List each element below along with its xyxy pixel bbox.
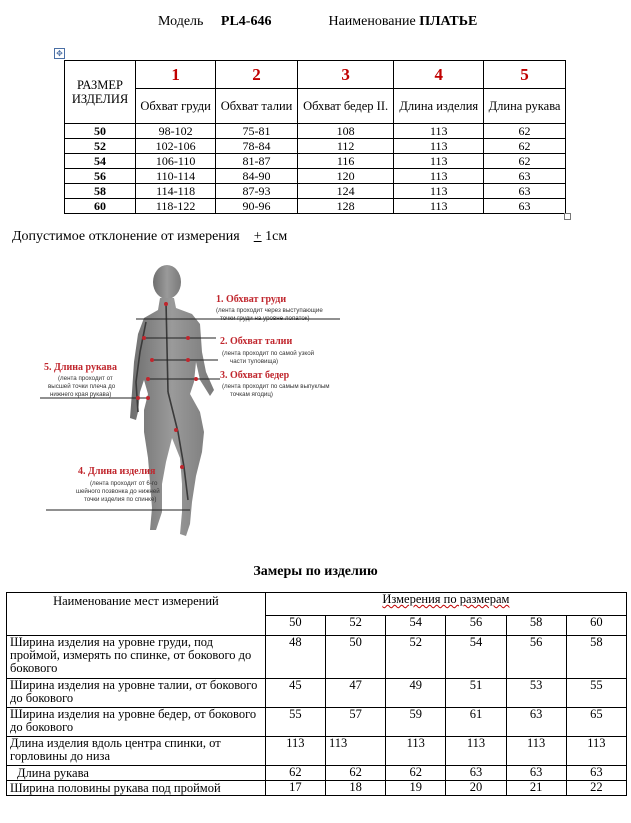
- value-cell: 120: [297, 169, 394, 184]
- measurements-title: Замеры по изделию: [253, 564, 378, 579]
- size-header-cell: 56: [446, 616, 506, 636]
- measurement-value: 113: [326, 737, 386, 766]
- value-cell: 75-81: [216, 124, 298, 139]
- body-measurement-diagram: [40, 262, 360, 552]
- col-label-hips: Обхват бедер II.: [297, 89, 394, 124]
- model-value: PL4-646: [220, 14, 272, 29]
- measurement-value: 54: [446, 636, 506, 679]
- table-row: [7, 708, 627, 737]
- label-hips-desc-2: точкам ягодиц): [230, 391, 273, 398]
- document-header: [158, 14, 477, 30]
- value-cell: 63: [484, 184, 566, 199]
- measurement-value: 58: [566, 636, 626, 679]
- measurement-value: 45: [265, 679, 325, 708]
- measurement-value: 57: [326, 708, 386, 737]
- size-cell: 50: [65, 124, 136, 139]
- col-label-waist: Обхват талии: [216, 89, 298, 124]
- table-row: [7, 679, 627, 708]
- col-header-name-text: Наименование мест измерений: [53, 594, 219, 608]
- value-cell: 113: [394, 184, 484, 199]
- label-hips-title: 3. Обхват бедер: [220, 370, 290, 381]
- tolerance-note: [12, 229, 287, 245]
- measurement-value: 52: [386, 636, 446, 679]
- label-length-desc-2: шейного позвонка до нижней: [76, 488, 160, 495]
- label-waist-desc-1: (лента проходит по самой узкой: [222, 350, 315, 357]
- label-sleeve-title: 5. Длина рукава: [44, 362, 117, 373]
- measurement-value: 65: [566, 708, 626, 737]
- measurement-value: 17: [265, 781, 325, 796]
- label-waist-title: 2. Обхват талии: [220, 336, 293, 347]
- measurement-name: Ширина половины рукава под проймой: [7, 781, 266, 796]
- size-header-cell: 58: [506, 616, 566, 636]
- value-cell: 113: [394, 199, 484, 214]
- table-row: [7, 781, 627, 796]
- col-label-length: Длина изделия: [394, 89, 484, 124]
- col-header-sizes: [265, 593, 626, 616]
- label-hips-desc-1: (лента проходит по самым выпуклым: [222, 383, 330, 390]
- name-value: ПЛАТЬЕ: [419, 14, 478, 29]
- measurement-value: 49: [386, 679, 446, 708]
- value-cell: 62: [484, 154, 566, 169]
- col-header-sizes-text: Измерения по размерам: [382, 592, 510, 606]
- label-length-desc-3: точки изделия по спинке): [84, 496, 157, 503]
- table-move-handle-icon[interactable]: ✥: [54, 48, 65, 59]
- value-cell: 124: [297, 184, 394, 199]
- label-chest-title: 1. Обхват груди: [216, 294, 287, 305]
- value-cell: 114-118: [136, 184, 216, 199]
- measurement-name: Ширина изделия на уровне талии, от бокового до бокового: [7, 679, 266, 708]
- col-number-2: 2: [216, 61, 298, 89]
- value-cell: 84-90: [216, 169, 298, 184]
- label-sleeve-desc-2: высшей точки плеча до: [48, 383, 116, 390]
- value-cell: 63: [484, 169, 566, 184]
- value-cell: 98-102: [136, 124, 216, 139]
- measurement-name: Длина изделия вдоль центра спинки, от горловины до низа: [7, 737, 266, 766]
- value-cell: 110-114: [136, 169, 216, 184]
- value-cell: 113: [394, 124, 484, 139]
- value-cell: 113: [394, 154, 484, 169]
- measurement-value: 53: [506, 679, 566, 708]
- size-header-cell: 50: [265, 616, 325, 636]
- measurement-value: 63: [566, 766, 626, 781]
- size-row-header-text: РАЗМЕР ИЗДЕЛИЯ: [71, 78, 129, 106]
- value-cell: 102-106: [136, 139, 216, 154]
- measurement-name: Ширина изделия на уровне груди, под проймой, измерять по спинке, от бокового до бокового: [7, 636, 266, 679]
- table-row: [7, 737, 627, 766]
- col-number-5: 5: [484, 61, 566, 89]
- value-cell: 113: [394, 139, 484, 154]
- measurement-value: 55: [265, 708, 325, 737]
- label-sleeve-desc-3: нижнего края рукава): [50, 391, 112, 398]
- measurement-value: 48: [265, 636, 325, 679]
- label-chest-desc-2: точки груди на уровне лопаток): [220, 315, 310, 322]
- value-cell: 106-110: [136, 154, 216, 169]
- value-cell: 62: [484, 139, 566, 154]
- value-cell: 112: [297, 139, 394, 154]
- measurement-value: 50: [326, 636, 386, 679]
- table-row: [65, 184, 566, 199]
- measurement-value: 61: [446, 708, 506, 737]
- col-label-sleeve: Длина рукава: [484, 89, 566, 124]
- measurement-value: 113: [386, 737, 446, 766]
- value-cell: 116: [297, 154, 394, 169]
- size-cell: 60: [65, 199, 136, 214]
- col-label-chest: Обхват груди: [136, 89, 216, 124]
- table-row: [7, 636, 627, 679]
- size-header-cell: 52: [326, 616, 386, 636]
- measurement-value: 18: [326, 781, 386, 796]
- value-cell: 81-87: [216, 154, 298, 169]
- col-header-name: [7, 593, 266, 636]
- measurement-name: Длина рукава: [7, 766, 266, 781]
- measurement-value: 20: [446, 781, 506, 796]
- value-cell: 128: [297, 199, 394, 214]
- value-cell: 62: [484, 124, 566, 139]
- size-row-header: [65, 61, 136, 124]
- table-row: [65, 124, 566, 139]
- label-chest-desc-1: (лента проходит через выступающие: [216, 307, 323, 314]
- value-cell: 113: [394, 169, 484, 184]
- table-row: [7, 766, 627, 781]
- size-cell: 58: [65, 184, 136, 199]
- value-cell: 87-93: [216, 184, 298, 199]
- value-cell: 90-96: [216, 199, 298, 214]
- measurement-value: 56: [506, 636, 566, 679]
- tolerance-text: Допустимое отклонение от измерения: [12, 229, 240, 244]
- size-cell: 52: [65, 139, 136, 154]
- col-number-3: 3: [297, 61, 394, 89]
- measurement-value: 62: [386, 766, 446, 781]
- measurement-value: 21: [506, 781, 566, 796]
- table-row: [65, 154, 566, 169]
- measurements-table: [6, 592, 627, 796]
- value-cell: 108: [297, 124, 394, 139]
- name-label: Наименование: [328, 14, 416, 29]
- size-cell: 56: [65, 169, 136, 184]
- value-cell: 78-84: [216, 139, 298, 154]
- table-resize-handle[interactable]: [564, 213, 571, 220]
- col-number-1: 1: [136, 61, 216, 89]
- measurement-value: 63: [446, 766, 506, 781]
- measurement-value: 113: [566, 737, 626, 766]
- plus-minus-sign: +: [253, 229, 262, 244]
- model-label: Модель: [158, 14, 204, 29]
- measurement-value: 55: [566, 679, 626, 708]
- measurement-value: 63: [506, 766, 566, 781]
- col-number-4: 4: [394, 61, 484, 89]
- value-cell: 118-122: [136, 199, 216, 214]
- label-length-title: 4. Длина изделия: [78, 466, 156, 477]
- measurement-name: Ширина изделия на уровне бедер, от бокового до бокового: [7, 708, 266, 737]
- measurement-value: 63: [506, 708, 566, 737]
- table-row: [65, 199, 566, 214]
- measurement-value: 113: [265, 737, 325, 766]
- size-header-cell: 54: [386, 616, 446, 636]
- tolerance-value: 1см: [265, 229, 288, 244]
- table-row: [65, 169, 566, 184]
- measurement-value: 62: [265, 766, 325, 781]
- measurement-value: 59: [386, 708, 446, 737]
- label-sleeve-desc-1: (лента проходит от: [58, 375, 113, 382]
- label-waist-desc-2: части туловища): [230, 358, 279, 365]
- measurement-value: 19: [386, 781, 446, 796]
- measurement-value: 113: [446, 737, 506, 766]
- measurement-value: 47: [326, 679, 386, 708]
- value-cell: 63: [484, 199, 566, 214]
- label-length-desc-1: (лента проходит от 6-го: [90, 480, 158, 487]
- measurement-value: 62: [326, 766, 386, 781]
- size-cell: 54: [65, 154, 136, 169]
- measurement-value: 51: [446, 679, 506, 708]
- measurement-value: 113: [506, 737, 566, 766]
- size-header-cell: 60: [566, 616, 626, 636]
- table-row: [65, 139, 566, 154]
- measurement-value: 22: [566, 781, 626, 796]
- size-table: [64, 60, 566, 214]
